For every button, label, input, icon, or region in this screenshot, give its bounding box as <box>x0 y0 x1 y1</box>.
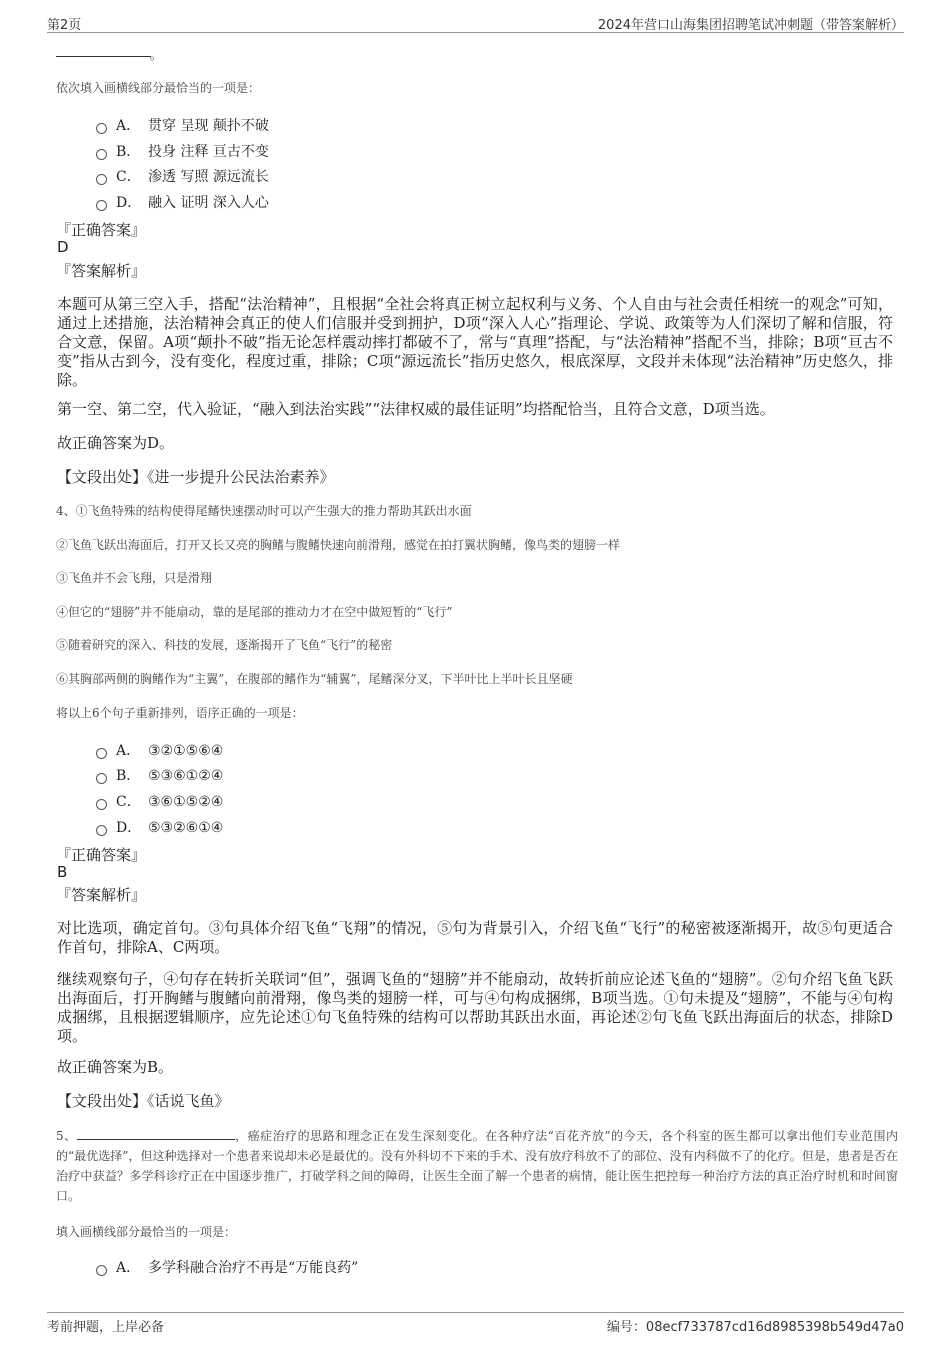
fill-blank-line <box>56 42 151 57</box>
q5-number: 5、 <box>56 1129 77 1143</box>
q3-option-c[interactable]: C． 渗透 写照 源远流长 <box>96 166 269 188</box>
q3-option-d[interactable]: D． 融入 证明 深入人心 <box>96 192 269 214</box>
page-header <box>47 12 904 33</box>
q4-analysis-paragraph: 故正确答案为B。 <box>57 1058 174 1076</box>
q5-option-a[interactable]: A． 多学科融合治疗不再是“万能良药” <box>96 1257 358 1279</box>
q4-option-c[interactable]: C． ③⑥①⑤②④ <box>96 791 223 813</box>
q4-answer-label: 『正确答案』 <box>56 846 147 864</box>
q4-sentence: ④但它的“翅膀”并不能扇动，靠的是尾部的推动力才在空中做短暂的“飞行” <box>56 605 453 619</box>
document-title: 2024年营口山海集团招聘笔试冲刺题（带答案解析） <box>597 18 904 33</box>
q3-source: 【文段出处】《进一步提升公民法治素养》 <box>57 468 335 486</box>
q3-option-b[interactable]: B． 投身 注释 亘古不变 <box>96 141 269 163</box>
q4-sentence: ③飞鱼并不会飞翔，只是滑翔 <box>56 571 213 585</box>
q3-option-a[interactable]: A． 贯穿 呈现 颠扑不破 <box>96 115 269 137</box>
footer-slogan: 考前押题，上岸必备 <box>47 1320 165 1335</box>
q4-analysis-paragraph: 继续观察句子，④句存在转折关联词“但”，强调飞鱼的“翅膀”并不能扇动，故转折前应论述飞鱼的“翅膀”。②句介绍飞鱼飞跃出海面后，打开胸鳍与腹鳍向前滑翔，像鸟类的翅膀一样，可与④句构成捆绑，B项当选。①句未提及“翅膀”，不能与④句构成捆绑，且根据逻辑顺序，应先论述①句飞鱼特殊的结构可以帮助其跃出水面，再论述②句飞鱼飞跃出海面后的状态，排除D项。 <box>57 970 893 1045</box>
radio-icon[interactable] <box>96 748 107 759</box>
q3-prompt: 依次填入画横线部分最恰当的一项是： <box>56 81 261 95</box>
q4-answer: B <box>57 863 68 881</box>
q3-analysis-paragraph: 故正确答案为D。 <box>57 434 175 452</box>
q4-option-d[interactable]: D． ⑤③②⑥①④ <box>96 817 223 839</box>
q3-analysis-paragraph: 第一空、第二空，代入验证，“融入到法治实践”“法律权威的最佳证明”均搭配恰当，且符合文意，D项当选。 <box>57 400 775 418</box>
page-number: 第2页 <box>47 18 82 33</box>
q4-sentence: ⑥其胸部两侧的胸鳍作为“主翼”，在腹部的鳍作为“辅翼”，尾鳍深分叉，下半叶比上半叶长且坚硬 <box>56 672 573 686</box>
radio-icon[interactable] <box>96 1265 107 1276</box>
q3-analysis-label: 『答案解析』 <box>56 262 147 280</box>
q4-option-a[interactable]: A． ③②①⑤⑥④ <box>96 740 223 762</box>
q4-prompt: 将以上6个句子重新排列，语序正确的一项是： <box>56 706 304 720</box>
q3-answer: D <box>57 238 69 256</box>
document-id: 编号：08ecf733787cd16d8985398b549d47a0 <box>606 1320 904 1335</box>
trailing-period: 。 <box>150 48 163 62</box>
q4-option-b[interactable]: B． ⑤③⑥①②④ <box>96 765 223 787</box>
radio-icon[interactable] <box>96 799 107 810</box>
q3-answer-label: 『正确答案』 <box>56 221 147 239</box>
q5-passage: 5、 ，癌症治疗的思路和理念正在发生深刻变化。在各种疗法“百花齐放”的今天，各个科室的医生都可以拿出他们专业范围内的“最优选择”，但这种选择对一个患者来说却未必是最优的。没有外科切不下来的手术、没有放疗科放不了的部位、没有内科做不了的化疗。但是，患者是否在治疗中获益？多学科诊疗正在中国逐步推广，打破学科之间的障碍，让医生全面了解一个患者的病情，能让医生把控每一种治疗方法的真正治疗时机和时间窗口。 <box>56 1126 898 1206</box>
q4-sentence: ②飞鱼飞跃出海面后，打开又长又亮的胸鳍与腹鳍快速向前滑翔，感觉在拍打翼状胸鳍，像鸟类的翅膀一样 <box>56 538 621 552</box>
radio-icon[interactable] <box>96 123 107 134</box>
q4-sentence: ⑤随着研究的深入、科技的发展，逐渐揭开了飞鱼“飞行”的秘密 <box>56 638 393 652</box>
fill-blank-line <box>77 1126 235 1140</box>
radio-icon[interactable] <box>96 773 107 784</box>
radio-icon[interactable] <box>96 174 107 185</box>
radio-icon[interactable] <box>96 200 107 211</box>
radio-icon[interactable] <box>96 825 107 836</box>
q5-prompt: 填入画横线部分最恰当的一项是： <box>56 1225 237 1239</box>
q4-source: 【文段出处】《话说飞鱼》 <box>57 1092 230 1110</box>
q3-analysis-paragraph: 本题可从第三空入手，搭配“法治精神”，且根据“全社会将真正树立起权利与义务、个人自由与社会责任相统一的观念”可知，通过上述措施，法治精神会真正的使人们信服并受到拥护，D项“深入人心”指理论、学说、政策等为人们深切了解和信服，符合文意，保留。A项“颠扑不破”指无论怎样震动摔打都破不了，常与“真理”搭配，与“法治精神”搭配不当，排除；B项“亘古不变”指从古到今，没有变化，程度过重，排除；C项“源远流长”指历史悠久，根底深厚，文段并未体现“法治精神”历史悠久，排除。 <box>57 295 893 389</box>
q4-sentence: 4、①飞鱼特殊的结构使得尾鳍快速摆动时可以产生强大的推力帮助其跃出水面 <box>56 504 472 518</box>
q4-analysis-paragraph: 对比选项，确定首句。③句具体介绍飞鱼“飞翔”的情况，⑤句为背景引入，介绍飞鱼“飞行”的秘密被逐渐揭开，故⑤句更适合作首句，排除A、C两项。 <box>57 919 893 956</box>
page-footer <box>47 1312 904 1335</box>
q4-analysis-label: 『答案解析』 <box>56 886 147 904</box>
radio-icon[interactable] <box>96 149 107 160</box>
